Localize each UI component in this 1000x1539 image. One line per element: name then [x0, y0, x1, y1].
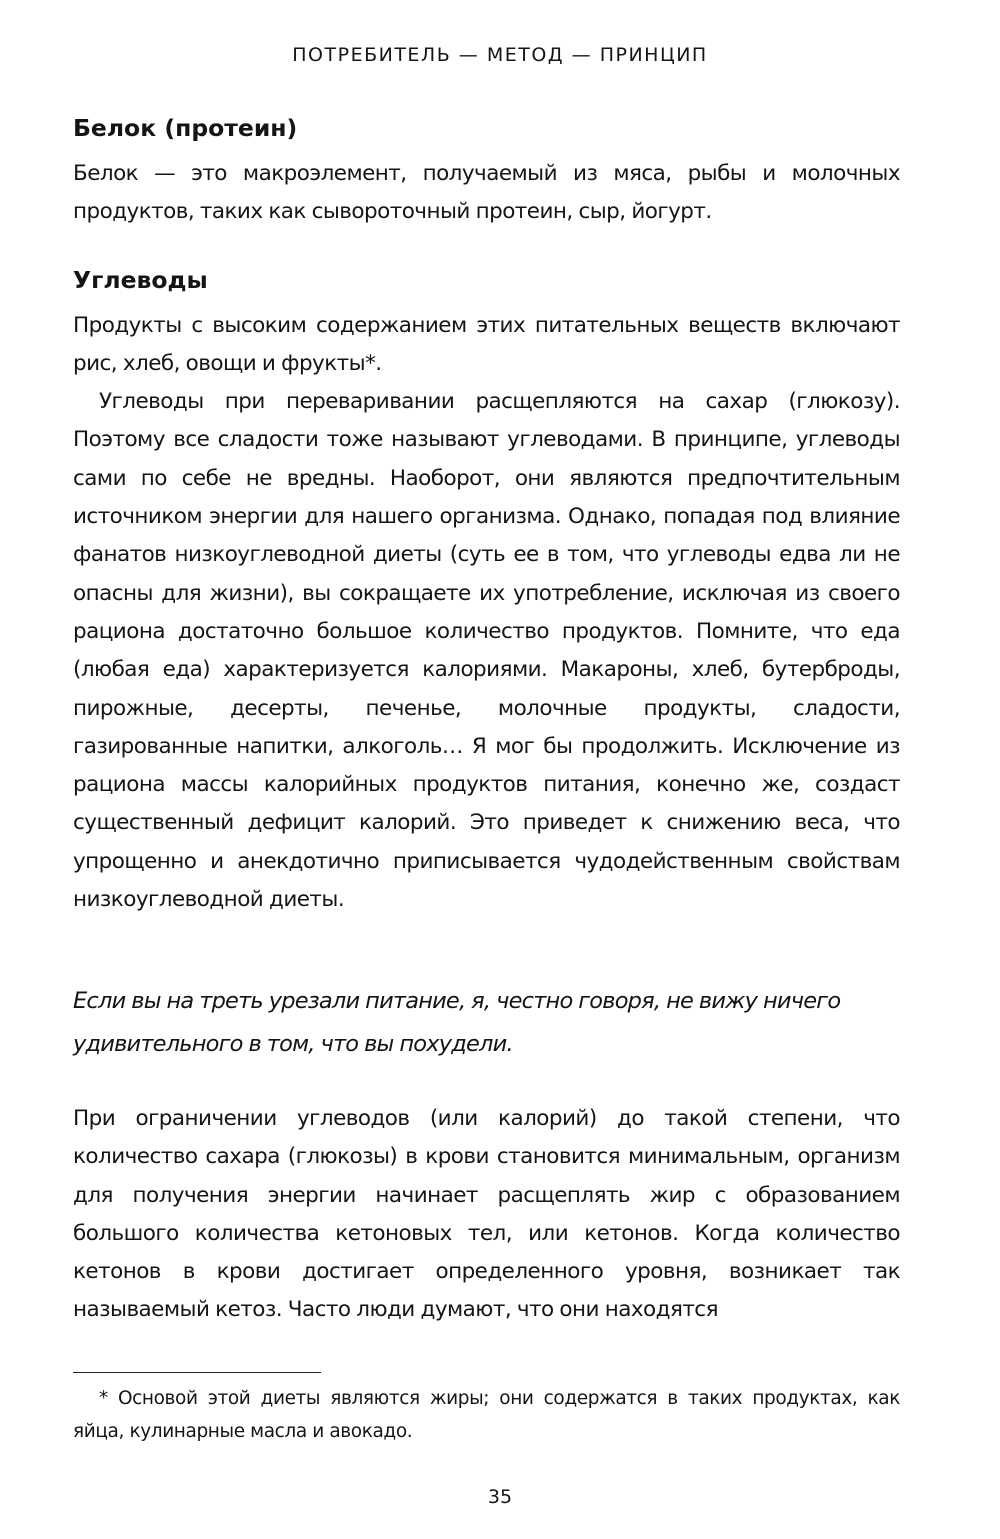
- paragraph-carbs-body: Углеводы при переваривании расщепляются на сахар (глюкозу). Поэтому все сладости тоже называют углеводами. В принципе, углеводы сами по себе не вредны. Наоборот, они являются предпочтительным источником энергии для нашего организма. Однако, попадая под влияние фанатов низкоуглеводной диеты (суть ее в том, что углеводы едва ли не опасны для жизни), вы сокращаете их употребление, исключая из своего рациона достаточно большое количество продуктов. Помните, что еда (любая еда) характеризуется калориями. Макароны, хлеб, бутерброды, пирожные, десерты, печенье, молочные продукты, сладости, газированные напитки, алкоголь… Я мог бы продолжить. Исключение из рациона массы калорийных продуктов питания, конечно же, создаст существенный дефицит калорий. Это приведет к снижению веса, что упрощенно и анекдотично приписывается чудодейственным свойствам низкоуглеводной диеты.: [73, 389, 900, 913]
- page-number: 35: [487, 1486, 513, 1508]
- section-heading-protein: Белок (протеин): [73, 114, 298, 142]
- section-spacer: [73, 232, 900, 264]
- running-header: ПОТРЕБИТЕЛЬ — МЕТОД — ПРИНЦИП: [292, 44, 708, 66]
- footnote: * Основой этой диеты являются жиры; они содержатся в таких продуктах, как яйца, кулинарные масла и авокадо.: [73, 1388, 900, 1442]
- paragraph-carbs-intro: Продукты с высоким содержанием этих питательных веществ включают рис, хлеб, овощи и фрукты*.: [73, 312, 900, 376]
- paragraph-protein: Белок — это макроэлемент, получаемый из мяса, рыбы и молочных продуктов, таких как сывороточный протеин, сыр, йогурт.: [73, 161, 900, 225]
- footnote-divider: [73, 1372, 321, 1373]
- main-text-bottom: [73, 1100, 900, 1330]
- section-heading-carbs: Углеводы: [73, 265, 208, 294]
- paragraph-ketosis: При ограничении углеводов (или калорий) до такой степени, что количество сахара (глюкозы) в крови становится минимальным, организм для получения энергии начинает расщеплять жир с образованием большого количества кетоновых тел, или кетонов. Когда количество кетонов в крови достигает определенного уровня, возникает так называемый кетоз. Часто люди думают, что они находятся: [73, 1106, 900, 1323]
- pull-quote: Если вы на треть урезали питание, я, честно говоря, не вижу ничего удивительного в том, что вы похудели.: [73, 988, 841, 1057]
- main-text-top: [73, 112, 900, 919]
